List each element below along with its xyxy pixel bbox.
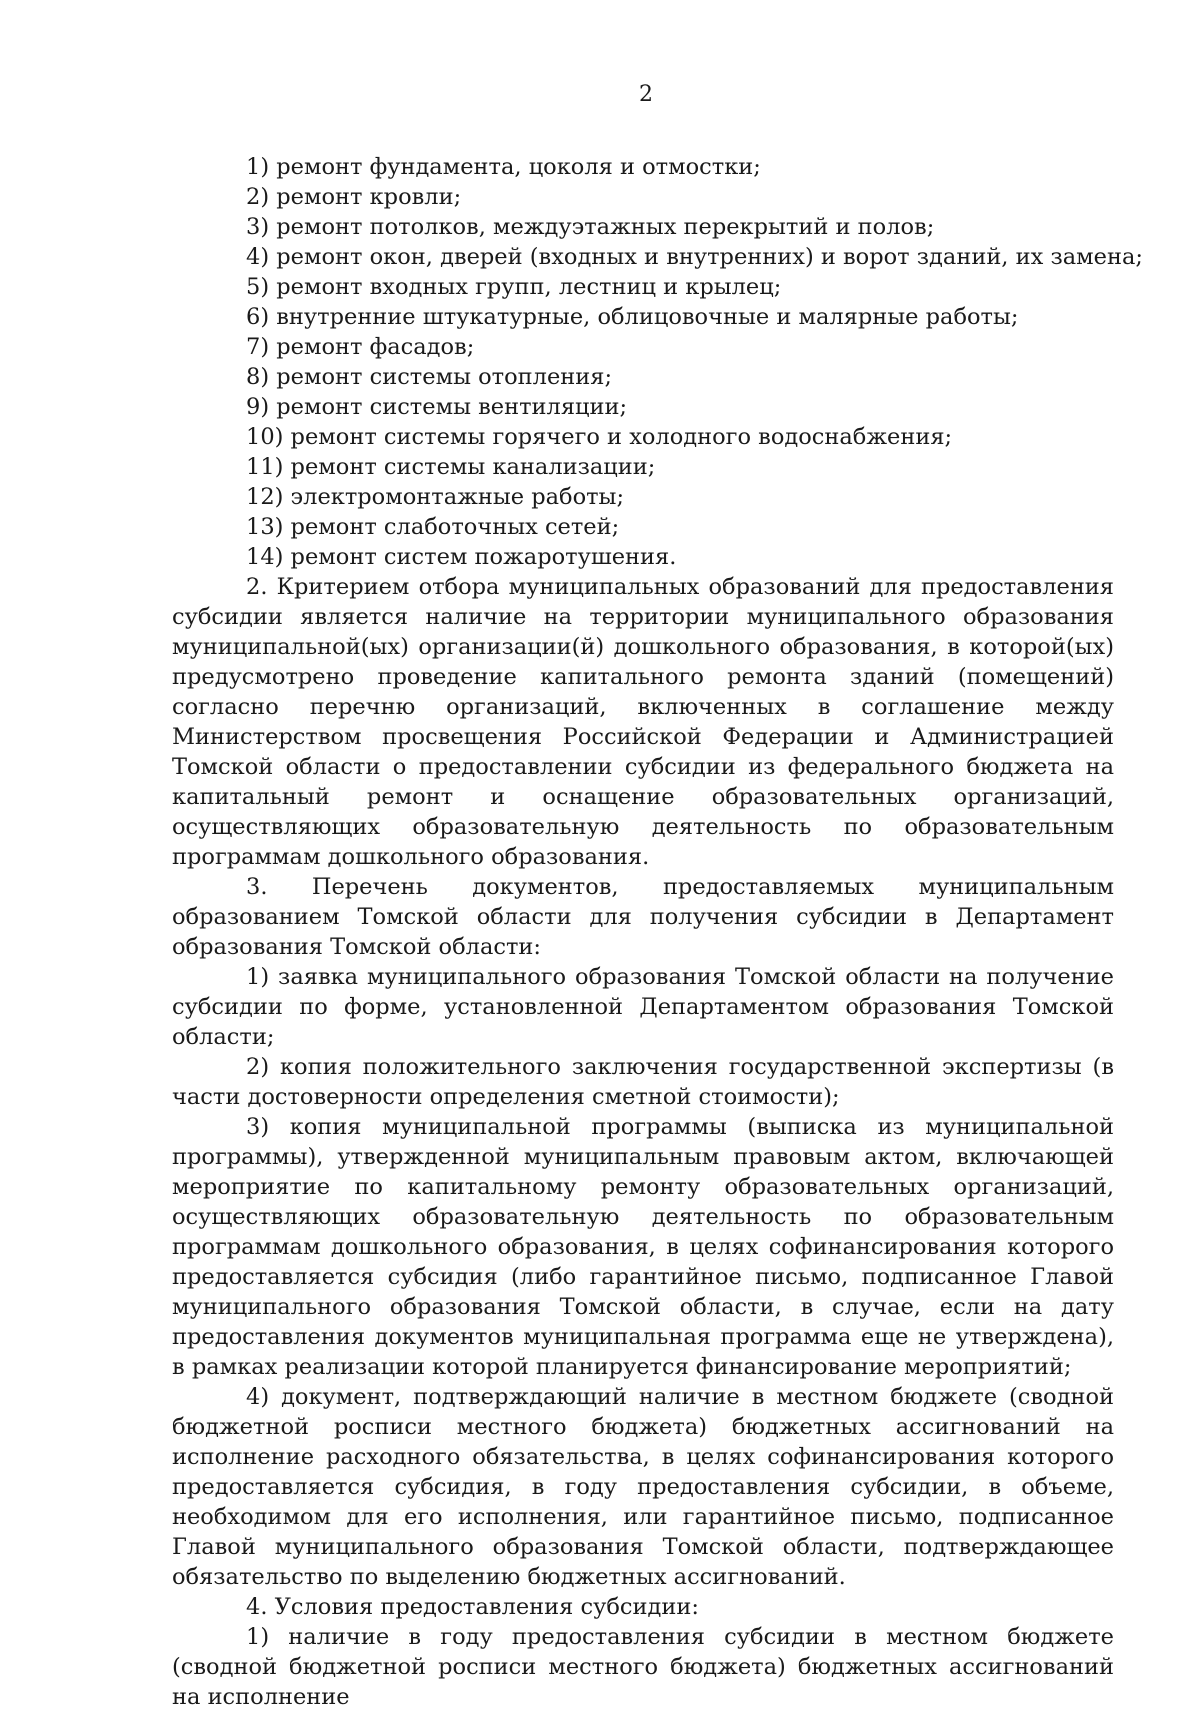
document-page [172, 80, 1143, 1712]
list-item: 2) ремонт кровли; [246, 184, 462, 210]
document-item-application: 1) заявка муниципального образования Томской области на получение субсидии по форме, установленной Департаментом образования Томской области; [172, 964, 1114, 1050]
conditions-heading: 4. Условия предоставления субсидии: [246, 1594, 699, 1620]
document-body [172, 572, 1114, 1712]
list-item: 13) ремонт слаботочных сетей; [246, 514, 620, 540]
document-item-budget-confirmation: 4) документ, подтверждающий наличие в местном бюджете (сводной бюджетной росписи местного бюджета) бюджетных ассигнований на исполнение расходного обязательства, в целях софинансирования которого предоставляется субсидия, в году предоставления субсидии, в объеме, необходимом для его исполнения, или гарантийное письмо, подписанное Главой муниципального образования Томской области, подтверждающее обязательство по выделению бюджетных ассигнований. [172, 1384, 1114, 1590]
list-item: 11) ремонт системы канализации; [246, 454, 656, 480]
document-item-expertise-copy: 2) копия положительного заключения государственной экспертизы (в части достоверности определения сметной стоимости); [172, 1054, 1114, 1110]
list-item: 10) ремонт системы горячего и холодного водоснабжения; [246, 424, 953, 450]
list-item: 4) ремонт окон, дверей (входных и внутренних) и ворот зданий, их замена; [246, 244, 1143, 270]
selection-criterion-paragraph: 2. Критерием отбора муниципальных образований для предоставления субсидии является наличие на территории муниципального образования муниципальной(ых) организации(й) дошкольного образования, в которой(ых) предусмотрено проведение капитального ремонта зданий (помещений) согласно перечню организаций, включенных в соглашение между Министерством просвещения Российской Федерации и Администрацией Томской области о предоставлении субсидии из федерального бюджета на капитальный ремонт и оснащение образовательных организаций, осуществляющих образовательную деятельность по образовательным программам дошкольного образования. [172, 574, 1114, 870]
list-item: 8) ремонт системы отопления; [246, 364, 613, 390]
list-item: 5) ремонт входных групп, лестниц и крылец; [246, 274, 782, 300]
list-item: 9) ремонт системы вентиляции; [246, 394, 628, 420]
list-item: 3) ремонт потолков, междуэтажных перекрытий и полов; [246, 214, 935, 240]
list-item: 7) ремонт фасадов; [246, 334, 475, 360]
list-item: 14) ремонт систем пожаротушения. [246, 544, 677, 570]
condition-item-budget: 1) наличие в году предоставления субсидии в местном бюджете (сводной бюджетной росписи местного бюджета) бюджетных ассигнований на исполнение [172, 1624, 1114, 1710]
documents-list-heading: 3. Перечень документов, предоставляемых муниципальным образованием Томской области для получения субсидии в Департамент образования Томской области: [172, 874, 1114, 960]
list-item: 6) внутренние штукатурные, облицовочные и малярные работы; [246, 304, 1019, 330]
page-number: 2 [639, 82, 653, 107]
list-item: 1) ремонт фундамента, цоколя и отмостки; [246, 154, 761, 180]
works-list [172, 152, 1143, 572]
document-item-program-copy: 3) копия муниципальной программы (выписка из муниципальной программы), утвержденной муниципальным правовым актом, включающей мероприятие по капитальному ремонту образовательных организаций, осуществляющих образовательную деятельность по образовательным программам дошкольного образования, в целях софинансирования которого предоставляется субсидия (либо гарантийное письмо, подписанное Главой муниципального образования Томской области, в случае, если на дату предоставления документов муниципальная программа еще не утверждена), в рамках реализации которой планируется финансирование мероприятий; [172, 1114, 1114, 1380]
list-item: 12) электромонтажные работы; [246, 484, 625, 510]
